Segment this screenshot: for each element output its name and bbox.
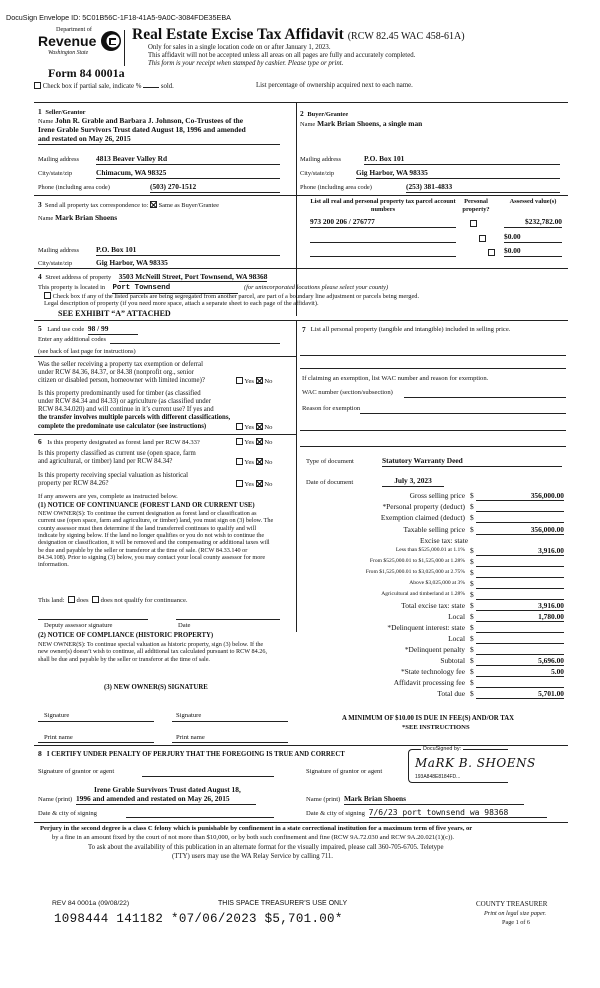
tax-row-dollar: $ — [470, 557, 474, 566]
tax-row-dollar: $ — [470, 601, 474, 610]
s5-q1: Was the seller receiving a property tax exemption or deferral under RCW 84.36, 84.37, or 84.38 (nonprofit org., senior citizen or disabled person, homeowner with limited income)? — [38, 361, 205, 385]
s8-sig-grantor-label: Signature of grantor or agent — [38, 768, 115, 775]
s5-add-codes: Enter any additional codes — [38, 336, 106, 343]
parcel-row-1-personal-checkbox[interactable] — [470, 220, 477, 227]
s7-reason: Reason for exemption — [302, 405, 361, 412]
treasurer-stamp: 1098444 141182 *07/06/2023 $5,701.00* — [54, 912, 343, 926]
tax-row-amount: 5,696.00 — [476, 657, 564, 666]
s4-address: 4 Street address of property 3503 McNeill Street, Port Townsend, WA 98368 — [38, 272, 268, 281]
footer-space: THIS SPACE TREASURER’S USE ONLY — [218, 900, 348, 907]
tax-row-label: Excise tax: state — [419, 536, 468, 545]
s2-city: Gig Harbor, WA 98335 — [356, 169, 560, 179]
parcel-row-1-number: 973 200 206 / 276777 — [310, 218, 456, 228]
tax-row-dollar: $ — [470, 525, 474, 534]
tax-row-label: Total due — [437, 689, 465, 698]
s4-exhibit: SEE EXHIBIT “A” ATTACHED — [58, 309, 171, 318]
s3-city: Gig Harbor, WA 98335 — [96, 259, 280, 269]
tax-row-amount — [476, 558, 564, 567]
parcel-row-2-number — [310, 234, 456, 243]
wa-logo-icon — [100, 30, 122, 52]
tax-row-label: Above $3,025,000 at 3% — [409, 580, 465, 586]
footer-county: COUNTY TREASURER — [476, 900, 548, 908]
print-1-label: Print name — [44, 734, 73, 741]
s3-mail-label: Mailing address — [38, 247, 79, 254]
s6-q2: Is this property classified as current use (open space, farm and agricultural, or timber) land per RCW 84.34? — [38, 450, 196, 466]
s6-q1: 6 Is this property designated as forest land per RCW 84.33? — [38, 437, 200, 446]
s7-doc-label: Type of document — [306, 458, 354, 465]
tax-row-label: Subtotal — [440, 656, 465, 665]
tax-row-amount — [476, 646, 564, 655]
agency-logo — [34, 26, 122, 66]
s1-mail: 4813 Beaver Valley Rd — [96, 155, 280, 165]
s6-q3: Is this property receiving special valuation as historical property per RCW 84.26? — [38, 472, 189, 488]
tax-row-label: From $1,525,000.01 to $3,025,000 at 2.75% — [365, 569, 465, 575]
s2-city-label: City/state/zip — [300, 170, 335, 177]
tax-row-amount: 356,000.00 — [476, 526, 564, 535]
tax-row-label: *State technology fee — [400, 667, 465, 676]
s6-date: Date — [178, 622, 191, 629]
form-note-1: Only for sales in a single location code on or after January 1, 2023. — [148, 44, 331, 51]
form-note-2: This affidavit will not be accepted unless all areas on all pages are fully and accurately completed. — [148, 52, 416, 59]
parcel-row-2-personal-checkbox[interactable] — [479, 235, 486, 242]
does-qualify-checkbox[interactable] — [68, 596, 75, 603]
s6-q3-no[interactable] — [256, 480, 263, 487]
envelope-id: DocuSign Envelope ID: 5C01B56C-1F18-41A5-9A0C-3084FDE35EBA — [6, 13, 231, 22]
tax-row-dollar: $ — [470, 623, 474, 632]
tax-row-dollar: $ — [470, 491, 474, 500]
s1-mail-label: Mailing address — [38, 156, 79, 163]
form-note-3: This form is your receipt when stamped by cashier. Please type or print. — [148, 60, 344, 67]
s1-name-line2: Irene Grable Survivors Trust dated August 18, 1996 and amended — [38, 125, 246, 134]
s5-land-use: 5 Land use code 98 / 99 — [38, 325, 138, 335]
s8-sig-grantee-label: Signature of grantor or agent — [306, 768, 383, 775]
s7-label: 7 List all personal property (tangible and intangible) included in selling price. — [302, 325, 511, 334]
parcels-header-numbers: List all real and personal property tax parcel account numbers — [310, 198, 456, 213]
s1-city: Chimacum, WA 98325 — [96, 169, 280, 179]
footer-page: Page 1 of 6 — [502, 919, 531, 926]
segregated-checkbox[interactable] — [44, 292, 51, 299]
does-not-qualify-checkbox[interactable] — [92, 596, 99, 603]
tax-row-label: Gross selling price — [409, 491, 465, 500]
tax-row-amount — [476, 514, 564, 523]
tax-row-dollar: $ — [470, 678, 474, 687]
tax-row-dollar: $ — [470, 645, 474, 654]
tax-row-label: From $525,000.01 to $1,525,000 at 1.28% — [369, 558, 465, 564]
minimum-due: A MINIMUM OF $10.00 IS DUE IN FEE(S) AND/OR TAX — [342, 715, 515, 722]
s7-date-label: Date of document — [306, 479, 354, 486]
tax-row-amount: 3,916.00 — [476, 602, 564, 611]
s6-n2-title: (2) NOTICE OF COMPLIANCE (HISTORIC PROPERTY) — [38, 632, 214, 639]
agency-state: Washington State — [48, 50, 89, 56]
docusign-label: DocuSigned by: — [423, 746, 462, 752]
partial-sale-checkbox[interactable] — [34, 82, 41, 89]
s6-ifany: If any answers are yes, complete as instructed below. — [38, 493, 178, 500]
tax-row-dollar: $ — [470, 579, 474, 588]
parcel-row-1-value: $232,782.00 — [504, 218, 562, 228]
s8-date-city-grantor: Date & city of signing — [38, 810, 97, 817]
tax-row-amount — [476, 624, 564, 633]
tax-row-amount — [476, 569, 564, 578]
perjury-line-3: To ask about the availability of this publication in an alternate format for the visually impaired, please call 360-705-6705. Teletype — [88, 844, 444, 851]
parcel-row-2-value: $0.00 — [504, 233, 562, 243]
s8-grantee-print: Name (print) Mark Brian Shoens — [306, 795, 524, 805]
tax-row-dollar: $ — [470, 568, 474, 577]
tax-row-dollar: $ — [470, 502, 474, 511]
s6-q2-no[interactable] — [256, 458, 263, 465]
tax-row-dollar: $ — [470, 689, 474, 698]
s5-q2-no[interactable] — [256, 423, 263, 430]
tax-row-label: Taxable selling price — [403, 525, 465, 534]
tax-row-amount — [476, 591, 564, 600]
tax-row-label: *Delinquent interest: state — [387, 623, 465, 632]
agency-name: Revenue — [38, 33, 97, 49]
s6-n1-title: (1) NOTICE OF CONTINUANCE (FOREST LAND OR CURRENT USE) — [38, 502, 255, 509]
s2-name: Name Mark Brian Shoens, a single man — [300, 119, 423, 128]
docusign-id: 193A848E8184FD... — [415, 774, 461, 780]
parcel-row-3-personal-checkbox[interactable] — [488, 249, 495, 256]
s3-city-label: City/state/zip — [38, 260, 73, 267]
tax-row-amount: 5,701.00 — [476, 690, 564, 699]
s6-q1-answer: Yes No — [236, 438, 272, 447]
perjury-line-2: by a fine in an amount fixed by the court of not more than $10,000, or by both such confinement and fine (RCW 9A.72.030 and RCW 9A.20.021(1)(c)). — [52, 834, 455, 841]
partial-sale: Check box if partial sale, indicate % sold. — [34, 82, 174, 91]
s6-q1-yes[interactable] — [236, 438, 243, 445]
s3-mail: P.O. Box 101 — [96, 246, 280, 256]
tax-row-label: Exemption claimed (deduct) — [380, 513, 465, 522]
tax-row-dollar: $ — [470, 612, 474, 621]
parcels-header-personal: Personal property? — [462, 198, 490, 213]
tax-row-dollar: $ — [470, 513, 474, 522]
s5-q2: Is this property predominantly used for timber (as classified under RCW 84.34 and 84.33) or agriculture (as classified under RCW 84.34.020) and will continue in it’s current use? If yes and the transfer involves multiple parcels with different classifications, complete the predominate use calculator (see instructions) — [38, 390, 231, 430]
s7-wac: WAC number (section/subsection) — [302, 389, 393, 396]
perjury-line-1: Perjury in the second degree is a class C felony which is punishable by confinement in a state correctional institution for a maximum term of five years, or — [40, 825, 473, 832]
s3-header: 3 Send all property tax correspondence to: Same as Buyer/Grantee — [38, 200, 219, 209]
tax-row-amount: 1,780.00 — [476, 613, 564, 622]
s2-header: 2 Buyer/Grantee — [300, 109, 349, 118]
tax-row-amount: 356,000.00 — [476, 492, 564, 501]
parcels-header-assessed: Assessed value(s) — [509, 198, 557, 205]
s1-name-line3: and restated on May 26, 2015 — [38, 135, 280, 145]
tax-row-dollar: $ — [470, 590, 474, 599]
s1-phone: (503) 270-1512 — [150, 183, 280, 193]
tax-row-label: Affidavit processing fee — [393, 678, 465, 687]
tax-row-amount: 5.00 — [476, 668, 564, 677]
see-instructions: *SEE INSTRUCTIONS — [402, 724, 470, 731]
s8-grantor-print-1: Irene Grable Survivors Trust dated August 18, — [94, 785, 241, 794]
print-2-label: Print name — [176, 734, 205, 741]
sig-1-label: Signature — [44, 712, 70, 719]
docusign-box — [408, 746, 536, 783]
s6-q3-yes[interactable] — [236, 480, 243, 487]
ownership-note: List percentage of ownership acquired next to each name. — [256, 82, 413, 89]
s6-n2-text: NEW OWNER(S): To continue special valuation as historic property, sign (3) below. If the new owner(s) doesn’t wish to continue, all additional tax calculated pursuant to RCW 84.26, shall be due and payable by the seller or transferor at the time of sale. — [38, 641, 268, 663]
tax-row-amount: 3,916.00 — [476, 547, 564, 556]
s2-phone: (253) 381-4833 — [406, 183, 560, 193]
s6-n1-text: NEW OWNER(S): To continue the current designation as forest land or classification as current use (open space, farm and agriculture, or timber) land, you must sign on (3) below. The county assessor must then determine if the land transferred continues to qualify and will indicate by signing below. If the land no longer qualifies or you do not wish to continue the designation or classification, it will be removed and the compensating or additional taxes will be due and payable by the seller or transferor at the time of sale. (RCW 84.33.140 or 84.34.108). Prior to signing (3) below, you may contact your local county assessor for more information. — [38, 510, 274, 569]
tax-row-label: Local — [448, 612, 465, 621]
s5-q1-yes[interactable] — [236, 377, 243, 384]
s6-q2-answer: Yes No — [236, 458, 272, 467]
s4-segregated: Check box if any of the listed parcels are being segregated from another parcel, are part of a boundary line adjustment or parcels being merged. — [44, 292, 419, 301]
perjury-line-4: (TTY) users may use the WA Relay Service by calling 711. — [172, 853, 334, 860]
grantee-signature: MaRK B. SHOENS — [415, 756, 536, 770]
s7-doc: Statutory Warranty Deed — [382, 457, 562, 467]
s2-phone-label: Phone (including area code) — [300, 184, 372, 191]
s7-date: July 3, 2023 — [382, 477, 444, 487]
s2-mail-label: Mailing address — [300, 156, 341, 163]
s1-name: Name John R. Grable and Barbara J. Johnson, Co-Trustees of the — [38, 116, 244, 125]
tax-row-dollar: $ — [470, 667, 474, 676]
same-as-buyer-checkbox[interactable] — [150, 201, 157, 208]
s5-q1-no[interactable] — [256, 377, 263, 384]
sig-2-label: Signature — [176, 712, 202, 719]
parcel-row-3-value: $0.00 — [504, 247, 562, 257]
footer-rev: REV 84 0001a (09/08/22) — [52, 900, 130, 907]
tax-row-amount — [476, 679, 564, 688]
s6-land: This land: does does not qualify for continuance. — [38, 597, 188, 604]
tax-row-label: Local — [448, 634, 465, 643]
s5-q2-yes[interactable] — [236, 423, 243, 430]
s8-grantor-print: Name (print) 1996 and amended and restated on May 26, 2015 — [38, 795, 256, 805]
tax-row-label: *Delinquent penalty — [404, 645, 465, 654]
s6-q1-no[interactable] — [256, 438, 263, 445]
form-title: Real Estate Excise Tax Affidavit (RCW 82.45 WAC 458-61A) — [132, 26, 465, 43]
s5-q2-answer: Yes No — [236, 423, 272, 432]
footer-legal: Print on legal size paper. — [484, 910, 547, 917]
s6-q3-answer: Yes No — [236, 480, 272, 489]
s1-phone-label: Phone (including area code) — [38, 184, 110, 191]
form-number: Form 84 0001a — [48, 66, 125, 80]
s7-exempt: If claiming an exemption, list WAC number and reason for exemption. — [302, 375, 489, 382]
s1-header: 1 Seller/Grantor — [38, 107, 86, 116]
s3-name: Name Mark Brian Shoens — [38, 213, 118, 222]
tax-row-dollar: $ — [470, 656, 474, 665]
s4-legal: Legal description of property (if you need more space, attach a separate sheet to each page of the affidavit). — [44, 300, 319, 307]
s5-q1-answer: Yes No — [236, 377, 272, 386]
s2-mail: P.O. Box 101 — [364, 155, 560, 165]
tax-row-amount — [476, 635, 564, 644]
tax-row-amount — [476, 503, 564, 512]
tax-row-label: Less than $525,000.01 at 1.1% — [395, 547, 465, 553]
s6-n3-title: (3) NEW OWNER(S) SIGNATURE — [104, 684, 208, 691]
tax-row-dollar: $ — [470, 546, 474, 555]
s8-date-city-grantee: Date & city of signing 7/6/23 port townsend wa 98368 — [306, 808, 547, 818]
s6-q2-yes[interactable] — [236, 458, 243, 465]
tax-row-label: Total excise tax: state — [401, 601, 465, 610]
s8-cert: 8 I CERTIFY UNDER PENALTY OF PERJURY THAT THE FOREGOING IS TRUE AND CORRECT — [38, 749, 345, 758]
s5-see: (see back of last page for instructions) — [38, 348, 136, 355]
s1-city-label: City/state/zip — [38, 170, 73, 177]
s6-deputy-sig: Deputy assessor signature — [44, 622, 113, 629]
parcel-row-3-number — [310, 248, 456, 257]
s4-location: This property is located in Port Townsend (for unincorporated locations please select your county) — [38, 284, 389, 292]
tax-row-label: *Personal property (deduct) — [382, 502, 465, 511]
tax-row-amount — [476, 580, 564, 589]
agency-dept: Department of — [56, 26, 92, 33]
tax-row-dollar: $ — [470, 634, 474, 643]
tax-row-label: Agricultural and timberland at 1.28% — [381, 591, 465, 597]
